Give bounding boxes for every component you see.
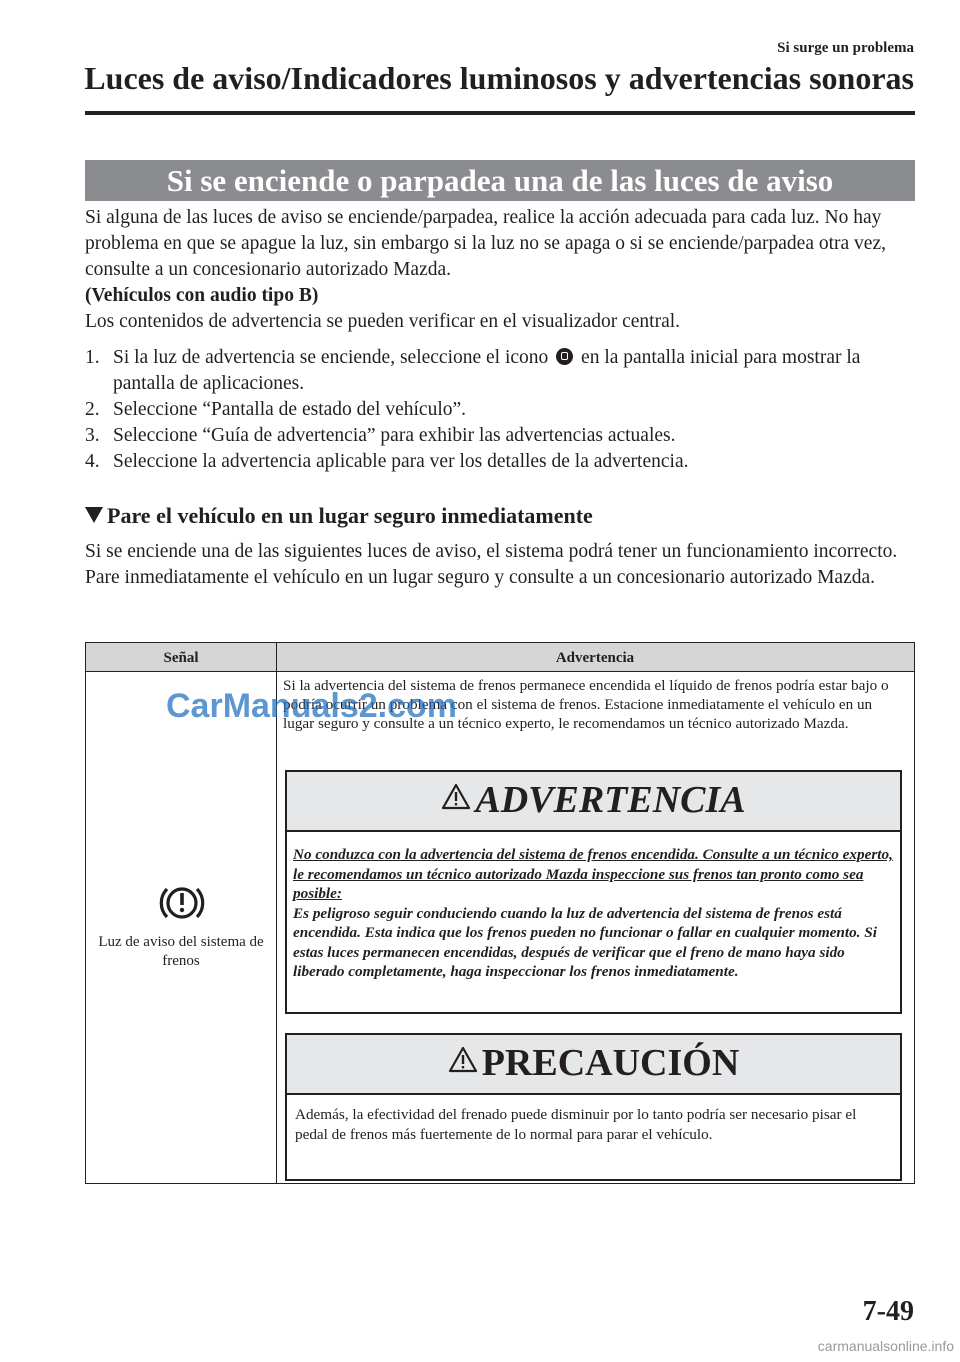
advertencia-header bbox=[287, 772, 900, 832]
signal-caption: Luz de aviso del sistema de frenos bbox=[98, 934, 264, 969]
column-header-warning: Advertencia bbox=[555, 650, 635, 666]
precaucion-box bbox=[285, 1033, 902, 1181]
section-label: Si surge un problema bbox=[777, 40, 914, 56]
steps-list bbox=[85, 345, 915, 475]
step-3 bbox=[85, 423, 915, 449]
step-text: Si la luz de advertencia se enciende, seleccione el icono bbox=[113, 347, 549, 368]
triangle-down-icon bbox=[85, 507, 103, 523]
step-text-after: en la pantalla inicial para mostrar la pantalla de aplicaciones. bbox=[113, 347, 861, 394]
step-text: Seleccione “Guía de advertencia” para exhibir las advertencias actuales. bbox=[113, 425, 676, 446]
intro-paragraph: Si alguna de las luces de aviso se enciende/parpadea, realice la acción adecuada para cada luz. No hay problema en que se apague la luz, sin embargo si la luz no se apaga o si se enciende/parpadea otra vez, consulte a un concesionario autorizado Mazda. bbox=[85, 207, 886, 280]
footer-watermark: carmanualsonline.info bbox=[817, 1338, 954, 1354]
advertencia-body: Es peligroso seguir conduciendo cuando la luz de advertencia del sistema de frenos está encendida. Esta indica que los frenos pueden no funcionar o fallar en cualquier momento. Si estas luces permanecen encendidas, después de verificar que el freno de mano haya sido liberado completamente, haga inspeccionar los frenos inmediatamente. bbox=[293, 904, 877, 980]
alert-triangle-icon bbox=[448, 1046, 478, 1073]
vehicle-note: (Vehículos con audio tipo B) bbox=[85, 285, 319, 306]
step-4 bbox=[85, 449, 915, 475]
column-divider bbox=[276, 671, 277, 1183]
step-number: 3. bbox=[85, 425, 100, 446]
watermark: CarManuals2.com bbox=[166, 687, 457, 725]
precaucion-title: PRECAUCIÓN bbox=[481, 1042, 740, 1084]
header-rule bbox=[85, 111, 915, 115]
warning-table bbox=[85, 642, 915, 1184]
precaucion-body: Además, la efectividad del frenado puede disminuir por lo tanto podría ser necesario pisar el pedal de frenos más fuertemente de lo normal para parar el vehículo. bbox=[295, 1106, 857, 1143]
page-number: 7-49 bbox=[862, 1296, 914, 1327]
warning-description: Si la advertencia del sistema de frenos permanece encendida el líquido de frenos podría estar bajo o podría ocurrir un problema con el sistema de frenos. Estacione inmediatamente el vehículo en un lugar seguro y consulte a un técnico experto, le recomendamos un técnico autorizado Mazda. bbox=[283, 677, 889, 732]
step-number: 4. bbox=[85, 451, 100, 472]
table-header bbox=[86, 643, 914, 672]
step-text: Seleccione “Pantalla de estado del vehículo”. bbox=[113, 399, 467, 420]
step-1 bbox=[85, 345, 915, 397]
alert-triangle-icon bbox=[441, 783, 471, 810]
step-2 bbox=[85, 397, 915, 423]
subheading-text: Pare el vehículo en un lugar seguro inmediatamente bbox=[107, 503, 593, 528]
subheading bbox=[85, 503, 593, 529]
advertencia-underlined: No conduzca con la advertencia del sistema de frenos encendida. Consulte a un técnico experto, le recomendamos un técnico autorizado Mazda inspeccione sus frenos tan pronto como sea posible: bbox=[293, 846, 893, 902]
step-number: 1. bbox=[85, 347, 100, 368]
step-text: Seleccione la advertencia aplicable para ver los detalles de la advertencia. bbox=[113, 451, 689, 472]
advertencia-title: ADVERTENCIA bbox=[475, 779, 746, 821]
column-header-signal: Señal bbox=[86, 643, 277, 671]
intro-paragraph-2: Los contenidos de advertencia se pueden verificar en el visualizador central. bbox=[85, 311, 681, 332]
brake-warning-icon bbox=[156, 883, 208, 923]
section-banner: Si se enciende o parpadea una de las luces de aviso bbox=[85, 160, 915, 201]
apps-icon bbox=[556, 348, 573, 365]
step-number: 2. bbox=[85, 399, 100, 420]
precaucion-header bbox=[287, 1035, 900, 1095]
advertencia-box bbox=[285, 770, 902, 1014]
chapter-title: Luces de aviso/Indicadores luminosos y advertencias sonoras bbox=[84, 60, 914, 96]
stop-paragraph: Si se enciende una de las siguientes luces de aviso, el sistema podrá tener un funcionamiento incorrecto. Pare inmediatamente el vehículo en un lugar seguro y consulte a un concesionario autorizado Mazda. bbox=[85, 541, 898, 588]
